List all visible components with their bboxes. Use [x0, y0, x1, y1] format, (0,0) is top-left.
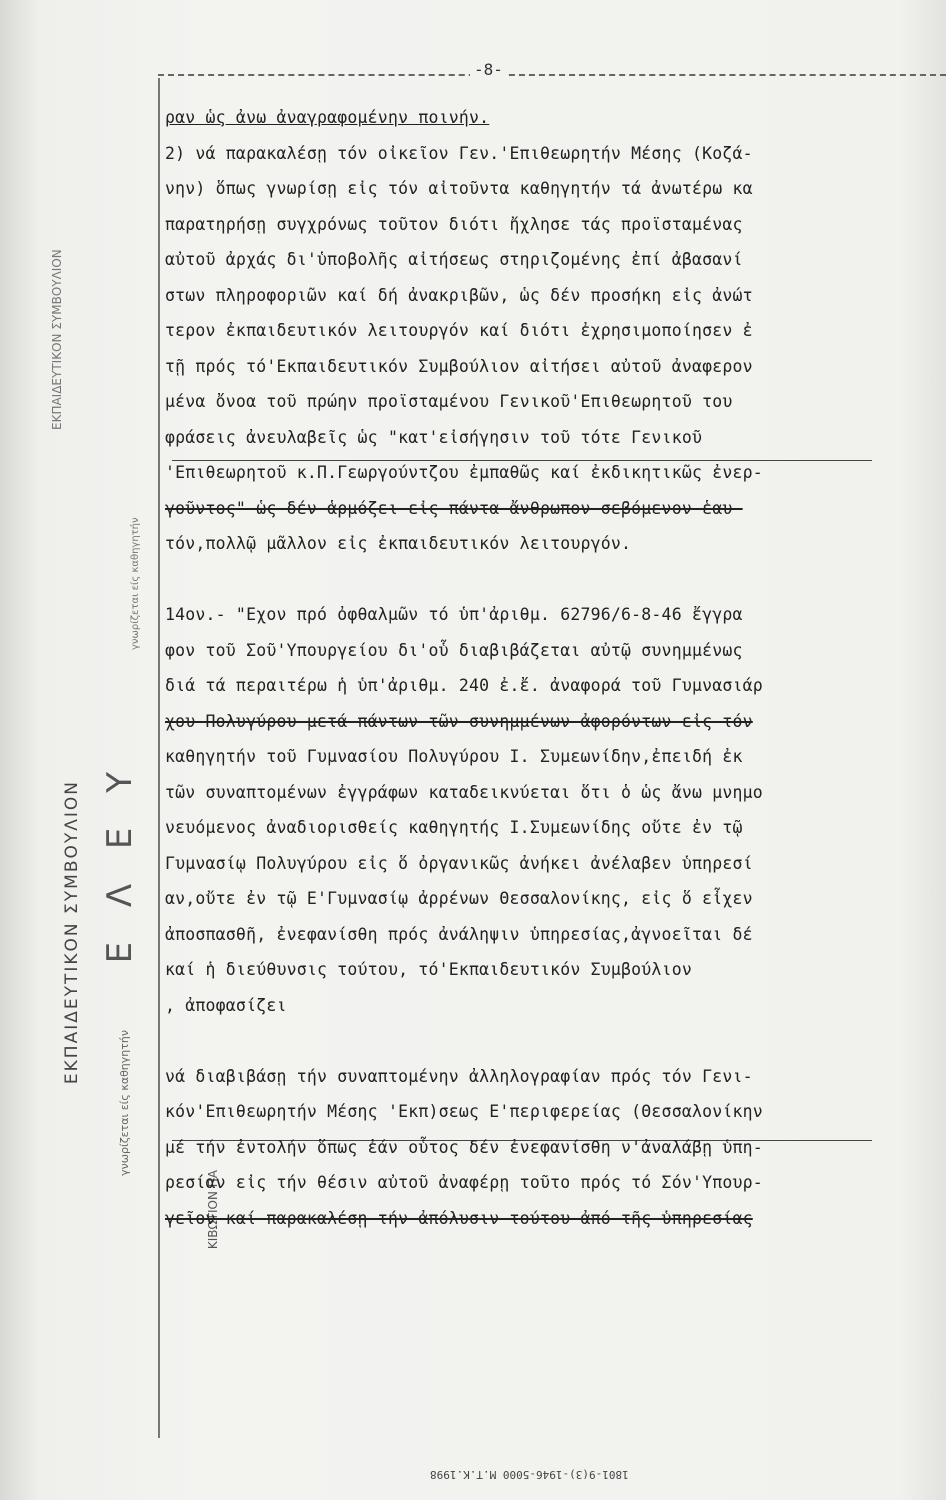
- text-line: τερον ἐκπαιδευτικόν λειτουργόν καί διότι ἐχρησιμοποίησεν ἐ: [165, 321, 753, 340]
- text-line: ραν ὡς ἀνω ἀναγραφομένην ποινήν.: [165, 108, 490, 127]
- text-line: φράσεις ἀνευλαβεῖς ὡς "κατ'εἰσήγησιν τοῦ τότε Γενικοῦ: [165, 427, 703, 447]
- text-line: αν,οὔτε ἐν τῷ Ε'Γυμνασίῳ ἀρρένων Θεσσαλονίκης, εἰς ὅ εἶχεν: [165, 889, 753, 908]
- text-line: , ἀποφασίζει: [165, 995, 287, 1015]
- margin-faded-text: ΕΚΠΑΙΔΕΥΤΙΚΟΝ ΣΥΜΒΟΥΛΙΟΝ: [50, 249, 64, 430]
- text-line: τῇ πρός τό'Εκπαιδευτικόν Συμβούλιον αἰτήσει αὐτοῦ ἀναφερον: [165, 356, 753, 376]
- margin-vertical-title: ΕΚΠΑΙΔΕΥΤΙΚΟΝ ΣΥΜΒΟΥΛΙΟΝ: [62, 780, 82, 1085]
- text-line: νευόμενος ἀναδιορισθείς καθηγητής Ι.Συμεωνίδης οὔτε ἐν τῷ: [165, 818, 743, 837]
- margin-stamp: Ε Λ Ε Υ: [100, 760, 140, 964]
- page-number: -8-: [470, 60, 507, 79]
- text-line: καί ἡ διεύθυνσις τούτου, τό'Εκπαιδευτικόν Συμβούλιον: [165, 960, 692, 979]
- text-line: νά διαβιβάσῃ τήν συναπτομένην ἀλληλογραφίαν πρός τόν Γενι-: [165, 1066, 753, 1086]
- text-line: τόν,πολλῷ μᾶλλον εἰς ἐκπαιδευτικόν λειτουργόν.: [165, 534, 632, 553]
- text-line: καθηγητήν τοῦ Γυμνασίου Πολυγύρου Ι. Συμεωνίδην,ἐπειδή ἐκ: [165, 747, 743, 766]
- margin-vertical-marks: ΚΙΒΩΤΙΟΝ ΠΑ: [206, 1170, 220, 1250]
- text-line: [165, 562, 946, 598]
- text-line: 14ον.- "Εχον πρό ὀφθαλμῶν τό ὑπ'ἀριθμ. 62796/6-8-46 ἔγγρα: [165, 605, 743, 624]
- text-line: γεῖον καί παρακαλέσῃ τήν ἀπόλυσιν τούτου ἀπό τῆς ὑπηρεσίας: [165, 1208, 753, 1228]
- text-line: κόν'Επιθεωρητήν Μέσης 'Εκπ)σεως Ε'περιφερείας (Θεσσαλονίκην: [165, 1102, 763, 1121]
- text-line: διά τά περαιτέρω ἡ ὑπ'ἀριθμ. 240 ἐ.ἔ. ἀναφορά τοῦ Γυμνασιάρ: [165, 676, 763, 695]
- text-line: νην) ὅπως γνωρίσῃ εἰς τόν αἰτοῦντα καθηγητήν τά ἀνωτέρω κα: [165, 179, 753, 198]
- text-line: 2) νά παρακαλέσῃ τόν οἰκεῖον Γεν.'Επιθεωρητήν Μέσης (Κοζά-: [165, 143, 753, 163]
- text-line: αὐτοῦ ἀρχάς δι'ὑποβολῆς αἰτήσεως στηριζομένης ἐπί ἀβασανί: [165, 250, 743, 269]
- typed-text-block: [165, 100, 946, 1236]
- text-line: ρεσίαν εἰς τήν θέσιν αὐτοῦ ἀναφέρῃ τοῦτο πρός τό Σόν'Υπουρ-: [165, 1173, 763, 1192]
- text-line: μέ τήν ἐντολήν ὅπως ἐάν οὗτος δέν ἐνεφανίσθη ν'ἀναλάβῃ ὑπη-: [165, 1137, 763, 1157]
- text-line: Γυμνασίῳ Πολυγύρου εἰς ὅ ὀργανικῶς ἀνήκει ἀνέλαβεν ὑπηρεσί: [165, 853, 753, 873]
- text-line: τῶν συναπτομένων ἐγγράφων καταδεικνύεται ὅτι ὁ ὡς ἄνω μνημο: [165, 782, 763, 802]
- text-line: χου Πολυγύρου μετά πάντων τῶν συνημμένων ἀφορόντων εἰς τόν: [165, 711, 753, 731]
- text-line: μένα ὄνοα τοῦ πρώην προϊσταμένου Γενικοῦ'Επιθεωρητοῦ του: [165, 392, 733, 411]
- text-line: παρατηρήσῃ συγχρόνως τοῦτον διότι ἤχλησε τάς προϊσταμένας: [165, 214, 743, 234]
- margin-faded-text-2: γνωρίζεται είς καθηγητήν: [130, 517, 141, 650]
- text-line: γοῦντος" ὡς δέν ἁρμόζει εἰς πάντα ἄνθρωπον σεβόμενον ἑαυ-: [165, 498, 743, 518]
- text-line: 'Επιθεωρητοῦ κ.Π.Γεωργούντζου ἐμπαθῶς καί ἐκδικητικῶς ἐνερ-: [165, 463, 763, 482]
- top-border-line: [158, 74, 946, 76]
- margin-vertical-note: γνωρίζεται είς καθηγητήν: [118, 1030, 131, 1176]
- text-line: φον τοῦ Σοῦ'Υπουργείου δι'οὗ διαβιβάζεται αὐτῷ συνημμένως: [165, 640, 743, 660]
- left-margin-rule: [158, 78, 160, 1438]
- text-line: ἀποσπασθῆ, ἐνεφανίσθη πρός ἀνάληψιν ὑπηρεσίας,ἀγνοεῖται δέ: [165, 924, 753, 944]
- text-line: [165, 1023, 946, 1059]
- text-line: στων πληροφοριῶν καί δή ἀνακριβῶν, ὡς δέν προσήκη εἰς ἀνώτ: [165, 285, 753, 305]
- print-footer: 1801-9(3)-1946-5000 Μ.Τ.Κ.1998: [430, 1468, 629, 1481]
